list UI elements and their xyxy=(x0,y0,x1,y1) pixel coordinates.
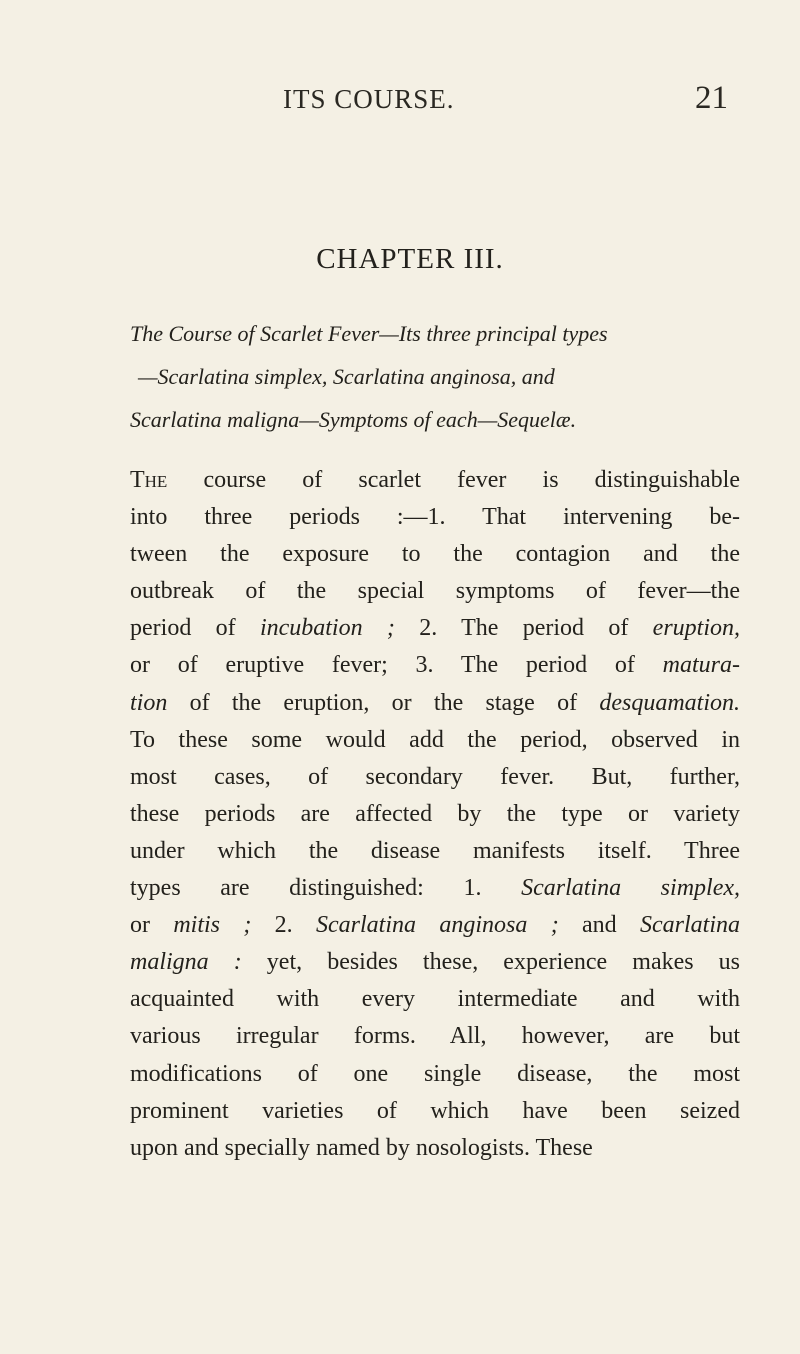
body-line xyxy=(130,1018,740,1055)
italic-term: maligna : xyxy=(130,949,242,976)
body-line xyxy=(130,944,740,981)
body-line xyxy=(130,907,740,944)
italic-term: tion xyxy=(130,689,168,716)
body-line xyxy=(130,685,740,722)
body-line xyxy=(130,647,740,684)
summary-line: —Scarlatina simplex, Scarlatina anginosa, and xyxy=(138,364,555,389)
text-run: various irregular forms. All, however, are but xyxy=(130,1023,740,1050)
italic-term: Scarlatina anginosa ; xyxy=(316,912,559,939)
body-line xyxy=(130,796,740,833)
text-run: these periods are affected by the type or variety xyxy=(130,800,740,827)
chapter-summary xyxy=(130,312,730,441)
italic-term: mitis ; xyxy=(173,912,252,939)
body-line xyxy=(130,1130,740,1167)
page-number: 21 xyxy=(695,80,728,116)
body-line xyxy=(130,981,740,1018)
text-run: yet, besides these, experience makes us xyxy=(241,949,740,976)
summary-line: Scarlatina maligna—Symptoms of each—Sequelæ. xyxy=(130,407,577,432)
body-line xyxy=(130,536,740,573)
running-head xyxy=(0,80,800,124)
text-run: modifications of one single disease, the most xyxy=(130,1060,740,1087)
text-run: To these some would add the period, observed in xyxy=(130,726,740,753)
body-line xyxy=(130,573,740,610)
text-run: or of eruptive fever; 3. The period of xyxy=(130,652,663,679)
text-run: course of scarlet fever is distinguishable xyxy=(167,467,740,493)
chapter-heading: CHAPTER III. xyxy=(316,243,504,275)
italic-term: matura- xyxy=(662,652,740,679)
text-run: or xyxy=(130,912,174,939)
small-caps-word: The xyxy=(130,467,168,493)
body-line xyxy=(130,462,740,499)
body-line xyxy=(130,1093,740,1130)
text-run: 2. The period of xyxy=(394,615,653,642)
text-run: of the eruption, or the stage of xyxy=(167,689,600,716)
text-run: outbreak of the special symptoms of fever—the xyxy=(130,578,740,605)
body-line xyxy=(130,833,740,870)
italic-term: Scarlatina xyxy=(640,912,741,939)
body-line xyxy=(130,499,740,536)
body-paragraph xyxy=(130,462,740,1167)
text-run: into three periods :—1. That intervening be- xyxy=(130,504,740,531)
summary-line: The Course of Scarlet Fever—Its three principal types xyxy=(130,321,608,346)
text-run: most cases, of secondary fever. But, further, xyxy=(130,763,740,790)
body-line xyxy=(130,759,740,796)
text-run: tween the exposure to the contagion and the xyxy=(130,541,740,568)
italic-term: Scarlatina simplex, xyxy=(521,875,740,902)
body-line xyxy=(130,610,740,647)
text-run: 2. xyxy=(251,912,317,939)
italic-term: eruption, xyxy=(652,615,740,642)
text-run: upon and specially named by nosologists. These xyxy=(130,1134,593,1161)
text-run: under which the disease manifests itself. Three xyxy=(130,837,740,864)
body-line xyxy=(130,1056,740,1093)
body-line xyxy=(130,722,740,759)
text-run: period of xyxy=(130,615,260,642)
text-run: types are distinguished: 1. xyxy=(130,875,522,902)
italic-term: desquamation. xyxy=(599,689,740,716)
running-title: ITS COURSE. xyxy=(283,84,455,114)
text-run: acquainted with every intermediate and with xyxy=(130,986,740,1013)
text-run: and xyxy=(558,912,641,939)
italic-term: incubation ; xyxy=(259,615,395,642)
text-run: prominent varieties of which have been seized xyxy=(130,1097,740,1124)
body-line xyxy=(130,870,740,907)
